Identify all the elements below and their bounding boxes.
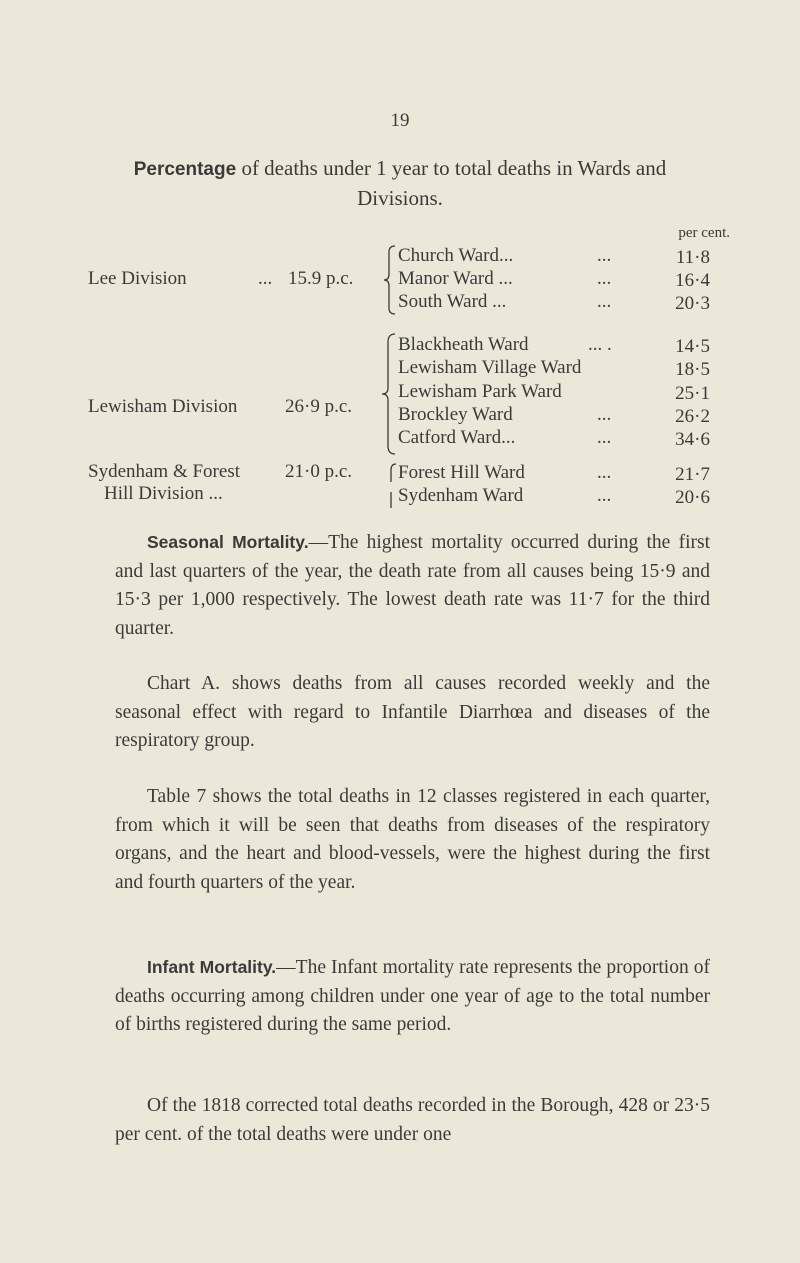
- ward-name: Lewisham Village Ward: [398, 357, 582, 378]
- table-title-rest: of deaths under 1 year to total deaths in Wards and Divisions.: [236, 156, 667, 210]
- ward-dots: ...: [597, 291, 612, 312]
- paragraph-lead: Seasonal Mortality.: [147, 532, 309, 552]
- brace-lewisham: [380, 332, 396, 456]
- ward-name: South Ward ...: [398, 291, 507, 312]
- paragraph-text: —The highest mortality occurred during the first and last quarters of the year, the death rate from all causes being 15·9 and 15·3 per 1,000 respectively. The lowest death rate was 11·7 for the third quarter.: [115, 532, 710, 639]
- ward-value: 25·1: [675, 383, 710, 404]
- ward-dots: ...: [597, 268, 612, 289]
- paragraph-infant-mortality: [115, 953, 710, 1040]
- ward-name: Church Ward...: [398, 245, 514, 266]
- ward-value: 16·4: [675, 270, 710, 291]
- paragraph-text: Chart A. shows deaths from all causes recorded weekly and the seasonal effect with regard to Infantile Diarrhœa and diseases of the respiratory group.: [115, 673, 710, 752]
- ward-name: Sydenham Ward: [398, 485, 524, 506]
- paragraph-chart-a: [115, 670, 710, 756]
- ward-dots: ...: [597, 427, 612, 448]
- ward-name: Lewisham Park Ward: [398, 381, 562, 402]
- brace-lee: [382, 244, 396, 316]
- ward-value: 21·7: [675, 464, 710, 485]
- division-percent-lee: 15.9 p.c.: [288, 268, 354, 289]
- ward-name: Brockley Ward: [398, 404, 513, 425]
- division-label-lewisham: Lewisham Division: [88, 396, 238, 417]
- division-dots-lee: ...: [258, 268, 273, 289]
- table-title-bold: Percentage: [133, 159, 237, 180]
- page-number: 19: [390, 110, 410, 131]
- ward-name: Manor Ward ...: [398, 268, 513, 289]
- ward-dots: ... .: [588, 334, 612, 355]
- ward-name: Blackheath Ward: [398, 334, 529, 355]
- ward-value: 18·5: [675, 359, 710, 380]
- ward-dots: ...: [597, 462, 612, 483]
- ward-value: 26·2: [675, 406, 710, 427]
- ward-dots: ...: [597, 245, 612, 266]
- ward-name: Catford Ward...: [398, 427, 516, 448]
- division-label-sydenham: Sydenham & Forest: [88, 461, 240, 482]
- ward-value: 14·5: [675, 336, 710, 357]
- paragraph-text: Of the 1818 corrected total deaths recorded in the Borough, 428 or 23·5 per cent. of the total deaths were under one: [115, 1095, 710, 1145]
- ward-value: 34·6: [675, 429, 710, 450]
- paragraph-lead: Infant Mortality.: [147, 957, 277, 977]
- paragraph-text: —The Infant mortality rate represents the proportion of deaths occurring among children under one year of age to the total number of births registered during the same period.: [115, 957, 710, 1036]
- division-percent-lewisham: 26·9 p.c.: [285, 396, 353, 417]
- division-percent-sydenham: 21·0 p.c.: [285, 461, 353, 482]
- unit-header: per cent.: [678, 225, 730, 241]
- paragraph-text: Table 7 shows the total deaths in 12 classes registered in each quarter, from which it will be seen that deaths from diseases of the respiratory organs, and the heart and blood-vessels, were the highest during the first and fourth quarters of the year.: [115, 786, 710, 893]
- division-table: [0, 0, 800, 520]
- ward-value: 11·8: [675, 247, 710, 268]
- paragraph-table-7: [115, 783, 710, 897]
- ward-value: 20·6: [675, 487, 710, 508]
- brace-sydenham: [385, 462, 397, 512]
- ward-dots: ...: [597, 404, 612, 425]
- paragraph-corrected-deaths: [115, 1092, 710, 1149]
- ward-value: 20·3: [675, 293, 710, 314]
- ward-dots: ...: [597, 485, 612, 506]
- paragraph-seasonal-mortality: [115, 528, 710, 643]
- ward-name: Forest Hill Ward: [398, 462, 525, 483]
- division-label-sydenham-line2: Hill Division ...: [104, 483, 223, 504]
- division-label-lee: Lee Division: [88, 268, 187, 289]
